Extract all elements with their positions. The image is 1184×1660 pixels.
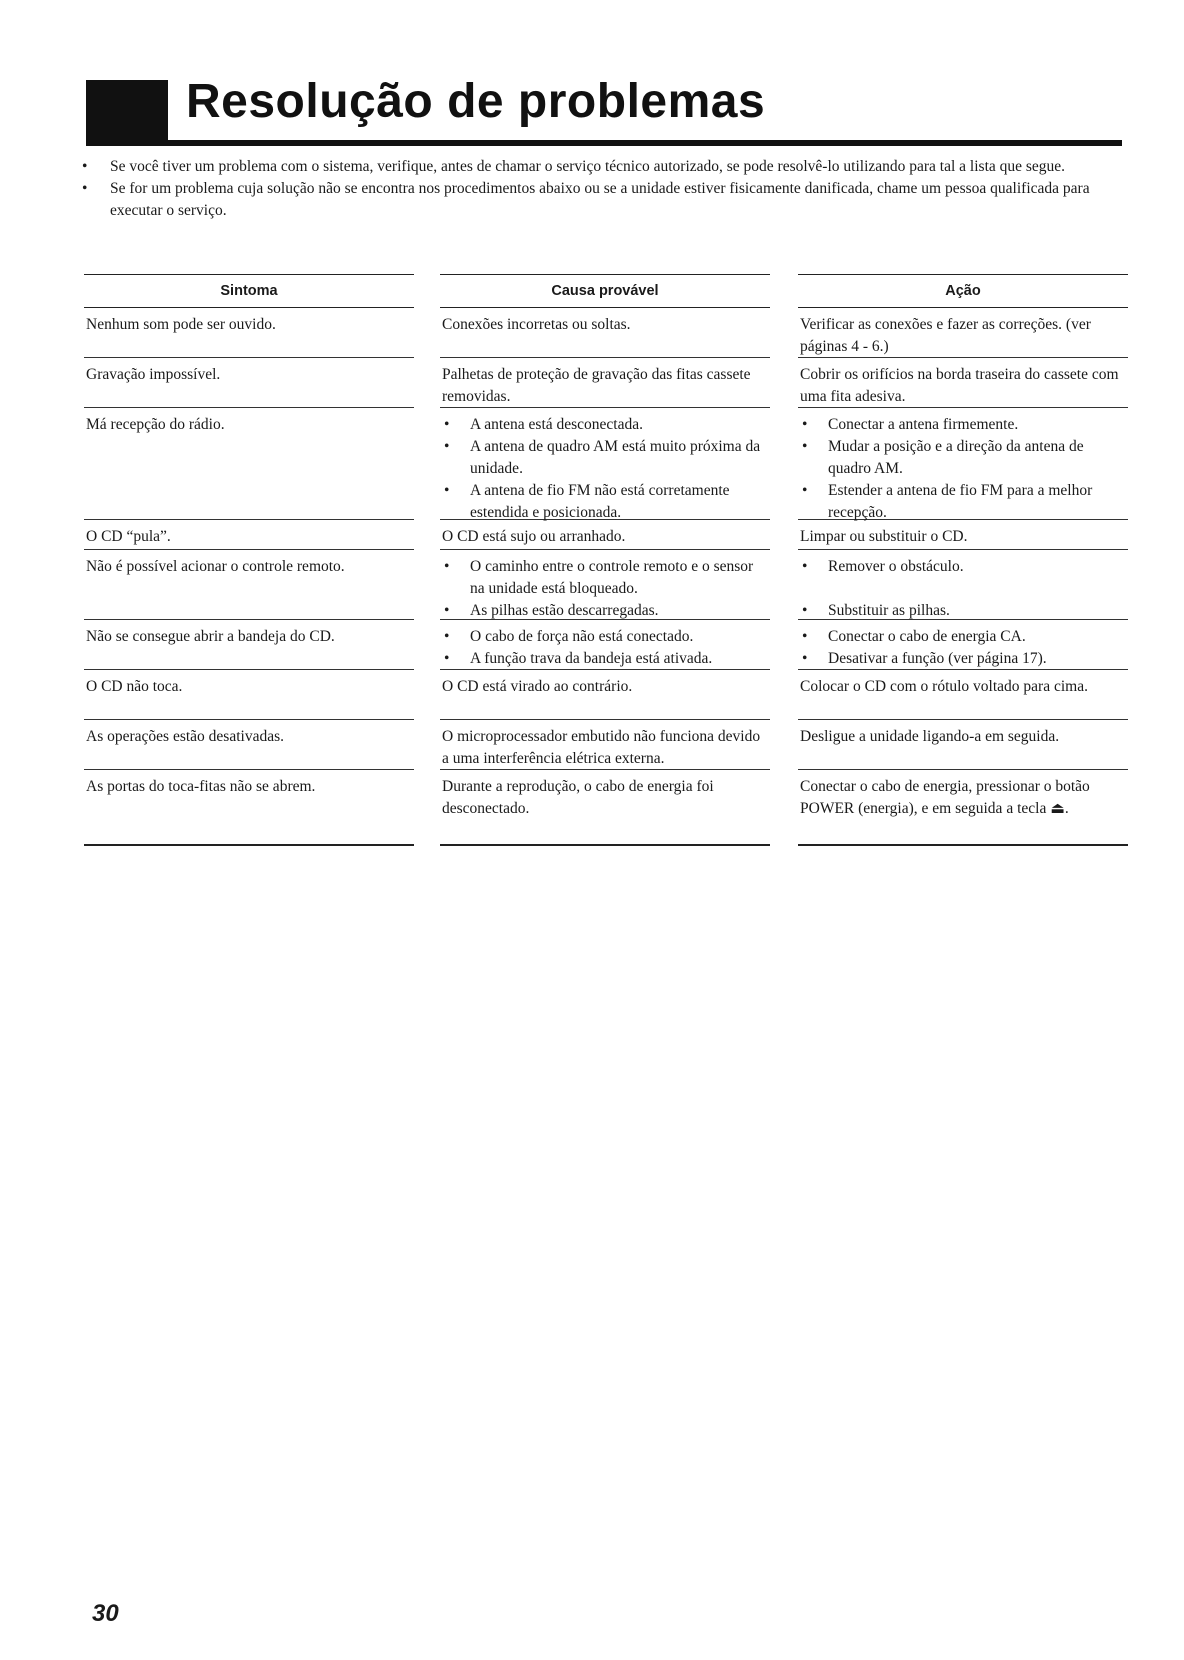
causa-bullet: • A antena está desconectada. xyxy=(442,414,768,436)
causa-cell: O CD está sujo ou arranhado. xyxy=(440,520,770,550)
causa-cell: Palhetas de proteção de gravação das fitas cassete removidas. xyxy=(440,358,770,408)
page-title: Resolução de problemas xyxy=(186,75,766,128)
sintoma-cell: O CD “pula”. xyxy=(84,520,414,550)
acao-cell: Limpar ou substituir o CD. xyxy=(798,520,1128,550)
acao-bullet: • Remover o obstáculo. xyxy=(800,556,1126,578)
acao-bullet: • Mudar a posição e a direção da antena de quadro AM. xyxy=(800,436,1126,480)
title-bar xyxy=(86,75,1122,146)
causa-cell: Conexões incorretas ou soltas. xyxy=(440,308,770,358)
causa-cell: O CD está virado ao contrário. xyxy=(440,670,770,720)
title-black-block xyxy=(86,80,168,146)
causa-bullet: • As pilhas estão descarregadas. xyxy=(442,600,768,622)
acao-bullet: • Estender a antena de fio FM para a melhor recepção. xyxy=(800,480,1126,524)
causa-bullet: • A antena de quadro AM está muito próxima da unidade. xyxy=(442,436,768,480)
intro-item: • Se você tiver um problema com o sistema, verifique, antes de chamar o serviço técnico autorizado, se pode resolvê-lo utilizando para tal a lista que segue. xyxy=(82,156,1122,178)
causa-cell xyxy=(440,408,770,520)
causa-cell xyxy=(440,620,770,670)
column-sintoma xyxy=(84,274,414,846)
causa-cell xyxy=(440,550,770,620)
sintoma-cell: Nenhum som pode ser ouvido. xyxy=(84,308,414,358)
causa-bullet: • A função trava da bandeja está ativada. xyxy=(442,648,768,670)
acao-bullet: • Desativar a função (ver página 17). xyxy=(800,648,1126,670)
sintoma-cell: O CD não toca. xyxy=(84,670,414,720)
sintoma-cell: Gravação impossível. xyxy=(84,358,414,408)
header-sintoma: Sintoma xyxy=(84,274,414,308)
acao-bullet: • Conectar o cabo de energia CA. xyxy=(800,626,1126,648)
acao-bullet: • Substituir as pilhas. xyxy=(800,600,1126,622)
causa-bullet: • O caminho entre o controle remoto e o sensor na unidade está bloqueado. xyxy=(442,556,768,600)
page-number: 30 xyxy=(92,1600,119,1627)
header-causa: Causa provável xyxy=(440,274,770,308)
acao-cell xyxy=(798,550,1128,620)
acao-cell: Cobrir os orifícios na borda traseira do cassete com uma fita adesiva. xyxy=(798,358,1128,408)
causa-bullet: • O cabo de força não está conectado. xyxy=(442,626,768,648)
acao-bullet: • Conectar a antena firmemente. xyxy=(800,414,1126,436)
header-acao: Ação xyxy=(798,274,1128,308)
causa-cell: Durante a reprodução, o cabo de energia foi desconectado. xyxy=(440,770,770,846)
acao-cell xyxy=(798,408,1128,520)
acao-cell: Desligue a unidade ligando-a em seguida. xyxy=(798,720,1128,770)
intro-list xyxy=(82,156,1122,222)
column-causa xyxy=(440,274,770,846)
sintoma-cell: Não é possível acionar o controle remoto. xyxy=(84,550,414,620)
intro-item: • Se for um problema cuja solução não se encontra nos procedimentos abaixo ou se a unidade estiver fisicamente danificada, chame um pessoa qualificada para executar o serviço. xyxy=(82,178,1122,222)
sintoma-cell: As operações estão desativadas. xyxy=(84,720,414,770)
sintoma-cell: Má recepção do rádio. xyxy=(84,408,414,520)
sintoma-cell: Não se consegue abrir a bandeja do CD. xyxy=(84,620,414,670)
sintoma-cell: As portas do toca-fitas não se abrem. xyxy=(84,770,414,846)
acao-cell: Verificar as conexões e fazer as correções. (ver páginas 4 - 6.) xyxy=(798,308,1128,358)
acao-cell xyxy=(798,620,1128,670)
acao-cell: Colocar o CD com o rótulo voltado para cima. xyxy=(798,670,1128,720)
acao-cell: Conectar o cabo de energia, pressionar o botão POWER (energia), e em seguida a tecla ⏏. xyxy=(798,770,1128,846)
causa-bullet: • A antena de fio FM não está corretamente estendida e posicionada. xyxy=(442,480,768,524)
causa-cell: O microprocessador embutido não funciona devido a uma interferência elétrica externa. xyxy=(440,720,770,770)
column-acao xyxy=(798,274,1128,846)
